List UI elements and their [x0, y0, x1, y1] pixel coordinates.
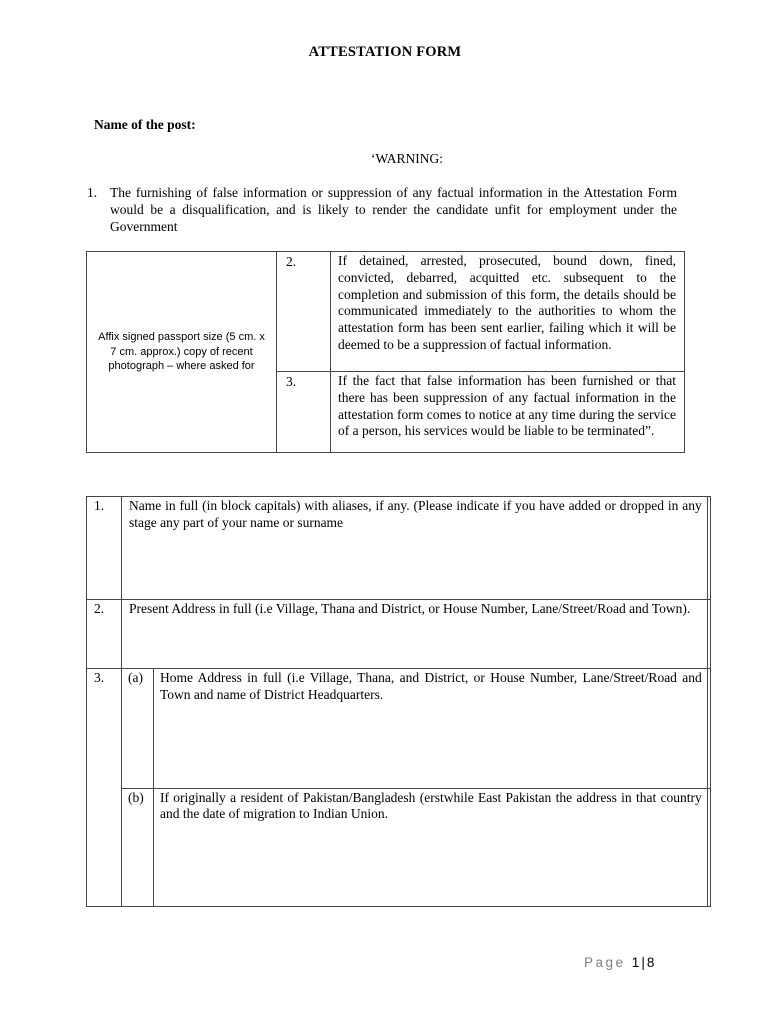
warning-number: 3.	[277, 372, 331, 453]
warning-heading-text: ‘WARNING:	[371, 151, 443, 166]
field-label-pakistan-resident: If originally a resident of Pakistan/Bangladesh (erstwhile East Pakistan the address in that country and the date of migration to Indian Union.	[154, 788, 708, 907]
warning-item-1	[87, 184, 677, 235]
answer-field-home-address[interactable]	[707, 669, 710, 789]
row-number: 1.	[87, 497, 122, 600]
row-number: 3.	[87, 669, 122, 789]
page-separator: |	[641, 955, 645, 970]
warning-photo-table	[86, 251, 685, 453]
warning-text: If the fact that false information has been furnished or that there has been suppression of any factual information in the attestation form comes to notice at any time during the service of a person, his services would be liable to be terminated”.	[331, 372, 685, 453]
warning-heading	[0, 151, 770, 167]
page-number: 1	[631, 955, 640, 970]
warning-text: The furnishing of false information or suppression of any factual information in the Attestation Form would be a disqualification, and is likely to render the candidate unfit for employment under the Government	[110, 185, 677, 234]
page-total: 8	[646, 955, 655, 970]
table-row	[87, 252, 685, 372]
table-row	[87, 600, 711, 669]
page-footer	[584, 955, 654, 970]
field-label-present-address: Present Address in full (i.e Village, Thana and District, or House Number, Lane/Street/Road and Town).	[122, 600, 708, 669]
personal-details-table	[86, 496, 711, 907]
table-row	[87, 788, 711, 907]
photo-box[interactable]	[87, 252, 277, 453]
photo-box-instructions: Affix signed passport size (5 cm. x 7 cm. approx.) copy of recent photograph – where asked for	[98, 331, 265, 373]
sub-letter: (a)	[122, 669, 154, 789]
page-title: ATTESTATION FORM	[308, 44, 462, 60]
row-number-continued	[87, 788, 122, 907]
answer-field-name[interactable]	[707, 497, 710, 600]
field-label-name: Name in full (in block capitals) with aliases, if any. (Please indicate if you have added or dropped in any stage any part of your name or surname	[122, 497, 708, 600]
warning-text: If detained, arrested, prosecuted, bound down, fined, convicted, debarred, acquitted etc. subsequent to the completion and submission of this form, the details should be communicated immediately to the authorities to whom the attestation form has been sent earlier, failing which it will be deemed to be a suppression of factual information.	[331, 252, 685, 372]
post-name-label: Name of the post:	[94, 117, 196, 132]
field-label-home-address: Home Address in full (i.e Village, Thana, and District, or House Number, Lane/Street/Road and Town and name of District Headquarters.	[154, 669, 708, 789]
warning-number: 2.	[277, 252, 331, 372]
answer-field-present-address[interactable]	[707, 600, 710, 669]
warning-number: 1.	[87, 185, 98, 200]
row-number: 2.	[87, 600, 122, 669]
table-row	[87, 669, 711, 789]
sub-letter: (b)	[122, 788, 154, 907]
table-row	[87, 497, 711, 600]
answer-field-pakistan-resident[interactable]	[707, 788, 710, 907]
page-word: Page	[584, 955, 626, 970]
